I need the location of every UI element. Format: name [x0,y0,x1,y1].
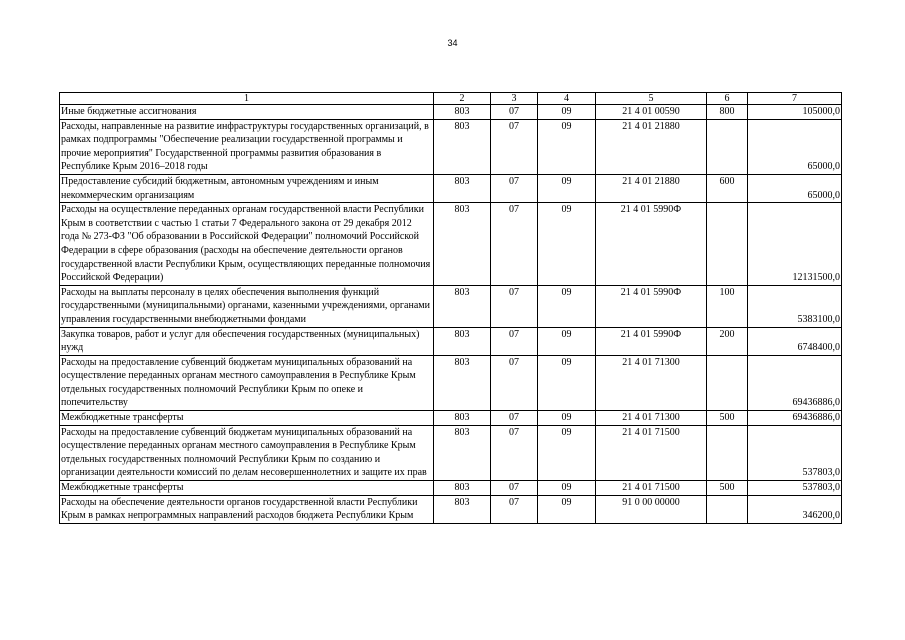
row-amount: 5383100,0 [748,285,842,327]
row-expense-type: 500 [707,481,748,496]
row-ministry-code: 803 [434,411,491,426]
row-ministry-code: 803 [434,327,491,355]
table-header-row [60,93,842,105]
row-amount: 537803,0 [748,481,842,496]
table-row [60,203,842,286]
row-expense-type: 500 [707,411,748,426]
row-amount: 537803,0 [748,425,842,480]
row-subsection-code: 09 [538,105,596,120]
row-section-code: 07 [491,203,538,286]
row-expense-type [707,355,748,410]
row-expense-type: 800 [707,105,748,120]
row-description: Межбюджетные трансферты [60,411,434,426]
row-description: Предоставление субсидий бюджетным, автономным учреждениям и иным некоммерческим организациям [60,174,434,202]
header-cell: 4 [538,93,596,105]
table-row [60,495,842,523]
row-ministry-code: 803 [434,495,491,523]
row-section-code: 07 [491,327,538,355]
row-description: Иные бюджетные ассигнования [60,105,434,120]
row-amount: 69436886,0 [748,411,842,426]
row-subsection-code: 09 [538,174,596,202]
header-cell: 1 [60,93,434,105]
row-expense-type [707,119,748,174]
row-ministry-code: 803 [434,174,491,202]
row-subsection-code: 09 [538,355,596,410]
table-row [60,355,842,410]
table-row [60,411,842,426]
table-row [60,481,842,496]
row-description: Расходы на обеспечение деятельности органов государственной власти Республики Крым в рамках непрограммных направлений расходов бюджета Республики Крым [60,495,434,523]
row-target-code: 21 4 01 21880 [596,174,707,202]
table-row [60,105,842,120]
row-amount: 69436886,0 [748,355,842,410]
budget-table [59,92,842,524]
row-amount: 12131500,0 [748,203,842,286]
row-subsection-code: 09 [538,481,596,496]
row-amount: 65000,0 [748,119,842,174]
row-target-code: 21 4 01 5990Ф [596,203,707,286]
header-cell: 6 [707,93,748,105]
row-target-code: 21 4 01 5990Ф [596,327,707,355]
row-ministry-code: 803 [434,481,491,496]
row-section-code: 07 [491,285,538,327]
row-target-code: 21 4 01 71500 [596,425,707,480]
row-description: Расходы на предоставление субвенций бюджетам муниципальных образований на осуществление переданных органам местного самоуправления в Республике Крым отдельных государственных полномочий Республики Крым по созданию и организации деятельности комиссий по делам несовершеннолетних и защите их прав [60,425,434,480]
page-number: 34 [447,38,458,48]
row-target-code: 21 4 01 71300 [596,411,707,426]
row-description: Расходы на выплаты персоналу в целях обеспечения выполнения функций государственными (муниципальными) органами, казенными учреждениями, органами управления государственными внебюджетными фондами [60,285,434,327]
row-subsection-code: 09 [538,203,596,286]
row-section-code: 07 [491,355,538,410]
table-row [60,285,842,327]
header-cell: 7 [748,93,842,105]
row-expense-type: 100 [707,285,748,327]
row-ministry-code: 803 [434,355,491,410]
row-target-code: 21 4 01 71500 [596,481,707,496]
table-row [60,327,842,355]
table-row [60,174,842,202]
row-section-code: 07 [491,105,538,120]
row-section-code: 07 [491,425,538,480]
row-expense-type: 600 [707,174,748,202]
row-target-code: 21 4 01 21880 [596,119,707,174]
table-row [60,119,842,174]
row-description: Межбюджетные трансферты [60,481,434,496]
row-subsection-code: 09 [538,411,596,426]
row-description: Расходы на осуществление переданных органам государственной власти Республики Крым в соответствии с частью 1 статьи 7 Федерального закона от 29 декабря 2012 года № 273-ФЗ "Об образовании в Российской Федерации" полномочий Российской Федерации в сфере образования (расходы на обеспечение деятельности органов государственной власти Республики Крым, осуществляющих переданные полномочия Российской Федерации) [60,203,434,286]
row-ministry-code: 803 [434,285,491,327]
row-amount: 105000,0 [748,105,842,120]
row-ministry-code: 803 [434,119,491,174]
row-section-code: 07 [491,495,538,523]
row-section-code: 07 [491,481,538,496]
row-description: Расходы на предоставление субвенций бюджетам муниципальных образований на осуществление переданных органам местного самоуправления в Республике Крым отдельных государственных полномочий Республики Крым по опеке и попечительству [60,355,434,410]
row-expense-type [707,425,748,480]
row-subsection-code: 09 [538,119,596,174]
row-amount: 65000,0 [748,174,842,202]
table-row [60,425,842,480]
row-subsection-code: 09 [538,285,596,327]
header-cell: 2 [434,93,491,105]
row-amount: 6748400,0 [748,327,842,355]
row-target-code: 91 0 00 00000 [596,495,707,523]
row-subsection-code: 09 [538,425,596,480]
row-target-code: 21 4 01 00590 [596,105,707,120]
row-description: Закупка товаров, работ и услуг для обеспечения государственных (муниципальных) нужд [60,327,434,355]
row-section-code: 07 [491,174,538,202]
row-section-code: 07 [491,119,538,174]
row-ministry-code: 803 [434,105,491,120]
row-expense-type [707,203,748,286]
row-description: Расходы, направленные на развитие инфраструктуры государственных организаций, в рамках подпрограммы "Обеспечение реализации государственной программы и прочие мероприятия" Государственной программы развития образования в Республике Крым 2016–2018 годы [60,119,434,174]
header-cell: 5 [596,93,707,105]
row-target-code: 21 4 01 5990Ф [596,285,707,327]
row-subsection-code: 09 [538,495,596,523]
row-target-code: 21 4 01 71300 [596,355,707,410]
row-section-code: 07 [491,411,538,426]
row-subsection-code: 09 [538,327,596,355]
row-ministry-code: 803 [434,203,491,286]
row-amount: 346200,0 [748,495,842,523]
row-expense-type [707,495,748,523]
row-expense-type: 200 [707,327,748,355]
row-ministry-code: 803 [434,425,491,480]
header-cell: 3 [491,93,538,105]
